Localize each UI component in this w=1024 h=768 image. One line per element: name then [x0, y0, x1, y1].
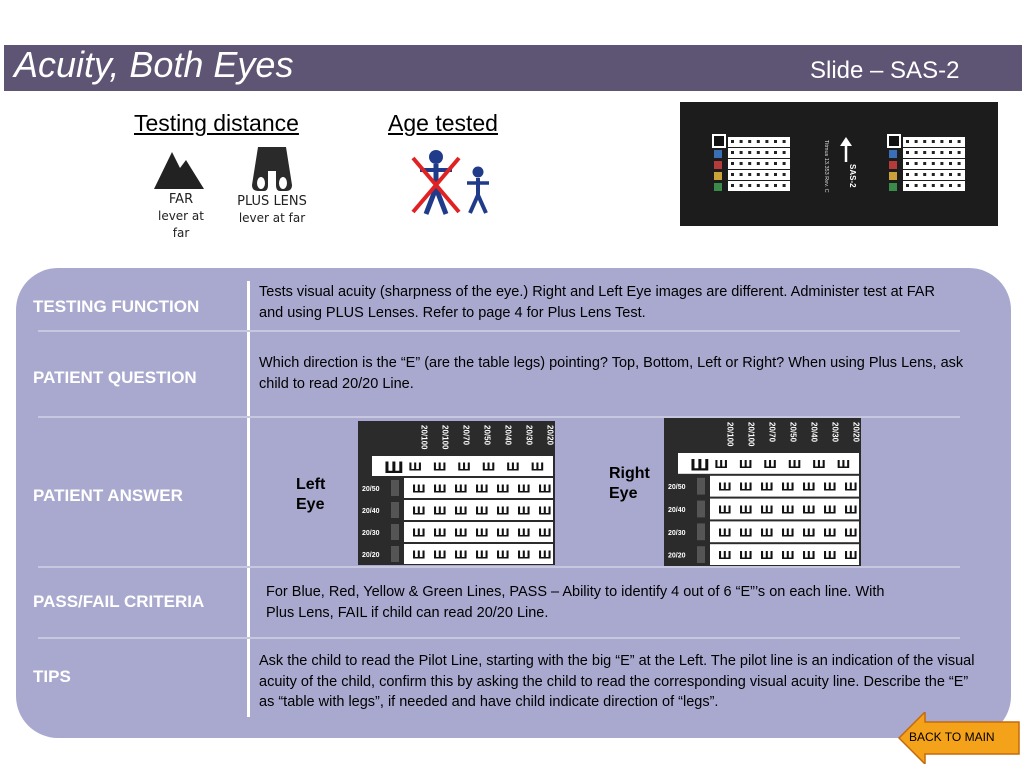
sas2-slide-thumbnail [680, 102, 998, 226]
row-text-patient-question: Which direction is the “E” (are the table legs) pointing? Top, Bottom, Left or Right? When using Plus Lens, ask child to read 20/20 Line. [259, 355, 964, 392]
age-tested-heading: Age tested [388, 110, 498, 136]
tumbling-e-optotype: Ш [760, 549, 774, 563]
chart-column-header: 20/100 [440, 425, 450, 450]
tumbling-e-optotype: Ш [823, 549, 837, 563]
tumbling-e-optotype: Ш [802, 503, 816, 517]
thumb-mini-chart [712, 134, 790, 191]
tumbling-e-optotype: Ш [760, 526, 774, 540]
chart-column-header: 20/100 [746, 422, 756, 447]
chart-column-header: 20/100 [725, 422, 735, 447]
chart-row-label: 20/30 [362, 530, 380, 537]
tumbling-e-optotype: Ш [538, 526, 552, 540]
row-text-pass-fail: For Blue, Red, Yellow & Green Lines, PASS – Ability to identify 4 out of 6 “E”’s on each line. With Plus Lens, FAIL if child can read 20/20 Line. [266, 584, 885, 621]
page-title: Acuity, Both Eyes [14, 44, 294, 85]
tumbling-e-optotype: Ш [781, 480, 795, 494]
far-sublabel: lever at far [157, 209, 204, 240]
chart-column-header: 20/50 [788, 422, 798, 443]
tumbling-e-optotype: Ш [454, 482, 468, 496]
chart-row-label: 20/20 [668, 552, 686, 560]
testing-distance-heading: Testing distance [134, 110, 299, 136]
chart-row-label: 20/50 [362, 486, 380, 493]
tumbling-e-optotype: Ш [823, 480, 837, 494]
tumbling-e-optotype: Ш [538, 548, 552, 562]
tumbling-e-optotype: Ш [517, 548, 531, 562]
row-separator [38, 637, 960, 639]
adult-crossed-out-icon [410, 148, 462, 216]
tumbling-e-optotype: Ш [739, 549, 753, 563]
tumbling-e-optotype: Ш [823, 503, 837, 517]
row-text-testing-function: Tests visual acuity (sharpness of the eye.) Right and Left Eye images are different. Administer test at FAR and using PLUS Lenses. Refer to page 4 for Plus Lens Test. [259, 284, 935, 321]
far-caption [148, 191, 214, 242]
tumbling-e-optotype: Ш [739, 526, 753, 540]
color-line-tag [697, 523, 705, 540]
tumbling-e-optotype: Ш [481, 460, 496, 474]
tumbling-e-optotype: Ш [412, 548, 426, 562]
far-label: FAR [168, 192, 194, 207]
tumbling-e-optotype: Ш [384, 458, 404, 477]
tumbling-e-optotype: Ш [802, 526, 816, 540]
tumbling-e-optotype: Ш [538, 504, 552, 518]
row-label-testing-function: TESTING FUNCTION [33, 297, 200, 316]
mountain-icon [148, 146, 212, 194]
chart-column-header: 20/70 [461, 425, 471, 446]
tumbling-e-optotype: Ш [836, 457, 851, 471]
tumbling-e-optotype: Ш [718, 503, 732, 517]
tumbling-e-optotype: Ш [781, 503, 795, 517]
tumbling-e-optotype: Ш [496, 526, 510, 540]
tumbling-e-optotype: Ш [781, 549, 795, 563]
left-eye-label: Left Eye [296, 476, 326, 513]
chart-row-label: 20/20 [362, 552, 380, 559]
tumbling-e-optotype: Ш [802, 480, 816, 494]
tumbling-e-optotype: Ш [496, 548, 510, 562]
color-line-tag [391, 524, 399, 540]
color-line-tag [697, 501, 705, 518]
row-label-patient-question: PATIENT QUESTION [33, 368, 197, 387]
tumbling-e-optotype: Ш [433, 526, 447, 540]
tumbling-e-optotype: Ш [812, 457, 826, 471]
chart-row-label: 20/40 [668, 507, 686, 514]
chart-row-label: 20/40 [362, 508, 380, 515]
chart-row-label: 20/30 [668, 529, 686, 537]
child-icon [463, 165, 493, 215]
tumbling-e-optotype: Ш [530, 460, 545, 474]
tumbling-e-optotype: Ш [506, 460, 520, 474]
tumbling-e-optotype: Ш [496, 504, 510, 518]
right-eye-chart [664, 418, 861, 566]
tumbling-e-optotype: Ш [739, 503, 753, 517]
tumbling-e-optotype: Ш [823, 526, 837, 540]
tumbling-e-optotype: Ш [412, 504, 426, 518]
back-to-main-button[interactable] [897, 712, 1023, 768]
row-label-pass-fail: PASS/FAIL CRITERIA [33, 592, 205, 611]
back-to-main-label: BACK TO MAIN [909, 730, 995, 744]
row-separator [38, 330, 960, 332]
panel-column-divider [247, 281, 250, 717]
tumbling-e-optotype: Ш [781, 526, 795, 540]
tumbling-e-optotype: Ш [718, 480, 732, 494]
chart-column-header: 20/40 [809, 422, 819, 443]
tumbling-e-optotype: Ш [760, 503, 774, 517]
chart-column-header: 20/100 [419, 425, 429, 450]
chart-column-header: 20/40 [503, 425, 513, 446]
tumbling-e-optotype: Ш [412, 526, 426, 540]
tumbling-e-optotype: Ш [412, 482, 426, 496]
tumbling-e-optotype: Ш [844, 526, 858, 540]
chart-column-header: 20/20 [545, 425, 555, 446]
chart-column-header: 20/30 [524, 425, 534, 446]
color-line-tag [391, 502, 399, 518]
tumbling-e-optotype: Ш [690, 455, 710, 475]
color-line-tag [391, 546, 399, 562]
tumbling-e-optotype: Ш [517, 504, 531, 518]
thumb-mini-chart [887, 134, 965, 191]
right-eye-label: Right Eye [609, 465, 650, 502]
tumbling-e-optotype: Ш [844, 480, 858, 494]
plus-lens-label: PLUS LENS [237, 194, 307, 209]
tumbling-e-optotype: Ш [538, 482, 552, 496]
row-separator [38, 566, 960, 568]
chart-column-header: 20/50 [482, 425, 492, 446]
tumbling-e-optotype: Ш [517, 482, 531, 496]
tumbling-e-optotype: Ш [496, 482, 510, 496]
tumbling-e-optotype: Ш [475, 504, 489, 518]
tumbling-e-optotype: Ш [787, 457, 802, 471]
tumbling-e-optotype: Ш [760, 480, 774, 494]
thumb-side-text: Titmus 13.353 Rev. C [823, 140, 829, 193]
tumbling-e-optotype: Ш [739, 480, 753, 494]
binocular-lens-icon [250, 145, 294, 195]
row-label-tips: TIPS [33, 667, 71, 686]
plus-lens-caption [232, 193, 312, 227]
tumbling-e-optotype: Ш [433, 482, 447, 496]
tumbling-e-optotype: Ш [475, 526, 489, 540]
tumbling-e-optotype: Ш [454, 526, 468, 540]
tumbling-e-optotype: Ш [454, 548, 468, 562]
plus-lens-sublabel: lever at far [238, 211, 306, 225]
tumbling-e-optotype: Ш [408, 460, 423, 474]
tumbling-e-optotype: Ш [454, 504, 468, 518]
tumbling-e-optotype: Ш [718, 526, 732, 540]
slide-id: Slide – SAS-2 [810, 57, 960, 84]
row-text-tips: Ask the child to read the Pilot Line, starting with the big “E” at the Left. The pilot line is an indication of the visual acuity of the child, confirm this by asking the child to read the corresponding visual acuity line. Describe the “E” as “table with legs”, if needed and have child indicate direction of “legs”. [259, 653, 975, 710]
color-line-tag [391, 480, 399, 496]
tumbling-e-optotype: Ш [844, 503, 858, 517]
tumbling-e-optotype: Ш [457, 460, 471, 474]
tumbling-e-optotype: Ш [432, 460, 447, 474]
tumbling-e-optotype: Ш [763, 457, 777, 471]
row-label-patient-answer: PATIENT ANSWER [33, 486, 183, 505]
left-eye-chart [358, 421, 555, 565]
tumbling-e-optotype: Ш [844, 549, 858, 563]
tumbling-e-optotype: Ш [475, 482, 489, 496]
tumbling-e-optotype: Ш [738, 457, 753, 471]
color-line-tag [697, 478, 705, 495]
tumbling-e-optotype: Ш [802, 549, 816, 563]
chart-column-header: 20/30 [830, 422, 840, 443]
tumbling-e-optotype: Ш [517, 526, 531, 540]
tumbling-e-optotype: Ш [433, 504, 447, 518]
tumbling-e-optotype: Ш [475, 548, 489, 562]
tumbling-e-optotype: Ш [714, 457, 729, 471]
tumbling-e-optotype: Ш [433, 548, 447, 562]
thumb-slide-label: SAS-2 [848, 164, 857, 188]
title-bar [4, 45, 1022, 91]
chart-column-header: 20/70 [767, 422, 777, 443]
chart-column-header: 20/20 [851, 422, 861, 443]
color-line-tag [697, 546, 705, 563]
tumbling-e-optotype: Ш [718, 549, 732, 563]
chart-row-label: 20/50 [668, 484, 686, 492]
